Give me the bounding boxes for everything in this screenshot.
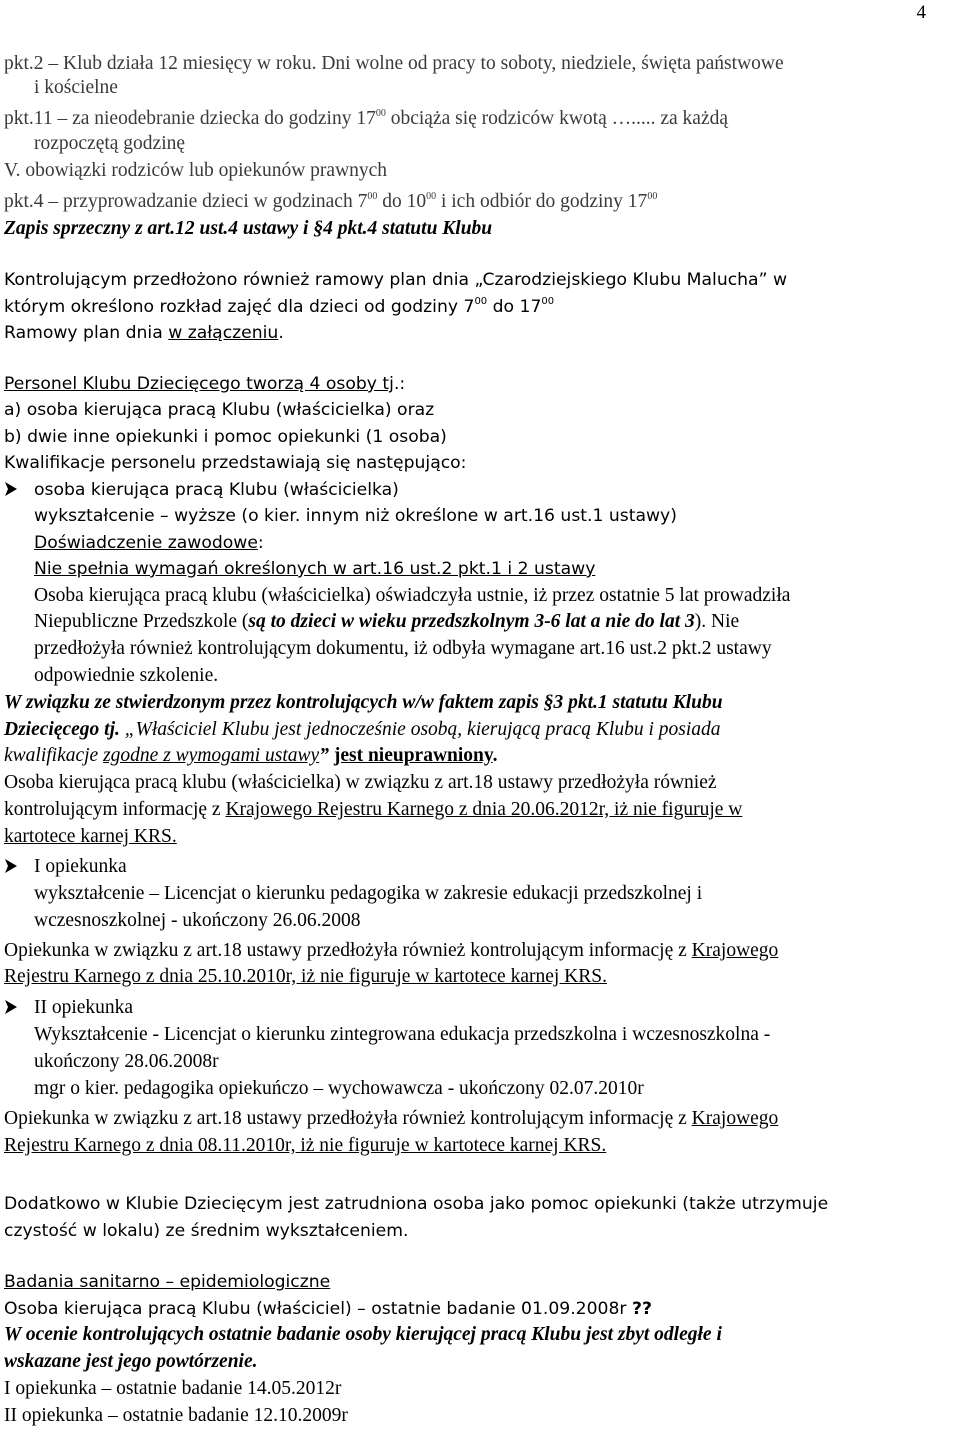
sanitary-heading: Badania sanitarno – epidemiologiczne (4, 1272, 331, 1292)
manager-statement-4: odpowiednie szkolenie. (34, 665, 219, 686)
staff-heading: Personel Klubu Dziecięcego tworzą 4 osoby tj.: (4, 374, 406, 394)
caregiver-1-krs-2: Rejestru Karnego z dnia 25.10.2010r, iż nie figuruje w kartotece karnej KRS. (4, 966, 607, 987)
line-pkt4: pkt.4 – przyprowadzanie dzieci w godzinach $7^{00}$ do $10^{00}$ i ich odbiór do godziny $17^{00}$ (4, 191, 658, 212)
sanitary-manager: Osoba kierująca pracą Klubu (właściciel) – ostatnie badanie 01.09.2008r ?? (4, 1299, 652, 1319)
caregiver-2-krs-1: Opiekunka w związku z art.18 ustawy przedłożyła również kontrolującym informację z Krajowego (4, 1108, 779, 1129)
caregiver-2-education-2: ukończony 28.06.2008r (34, 1051, 219, 1072)
sanitary-caregiver-2: II opiekunka – ostatnie badanie 12.10.2009r (4, 1405, 348, 1426)
bullet-manager: osoba kierująca pracą Klubu (właścicielka) (34, 479, 958, 501)
additional-staff-2: czystość w lokalu) ze średnim wykształceniem. (4, 1221, 409, 1241)
manager-requirement-status: Nie spełnia wymagań określonych w art.16 ust.2 pkt.1 i 2 ustawy (34, 559, 596, 579)
line-plan-1: Kontrolującym przedłożono również ramowy plan dnia „Czarodziejskiego Klubu Malucha” w (4, 270, 788, 290)
caregiver-2-education-3: mgr o kier. pedagogika opiekuńczo – wychowawcza - ukończony 02.07.2010r (34, 1078, 644, 1099)
line-pkt11-cont: rozpoczętą godzinę (34, 133, 186, 154)
line-pkt2: pkt.2 – Klub działa 12 miesięcy w roku. Dni wolne od pracy to soboty, niedziele, święta państwowe (4, 53, 784, 74)
caregiver-2-krs-2: Rejestru Karnego z dnia 08.11.2010r, iż nie figuruje w kartotece karnej KRS. (4, 1135, 607, 1156)
additional-staff-1: Dodatkowo w Klubie Dziecięcym jest zatrudniona osoba jako pomoc opiekunki (także utrzymuje (4, 1194, 829, 1214)
staff-item-b: b) dwie inne opiekunki i pomoc opiekunki (1 osoba) (4, 427, 447, 447)
manager-statement-1: Osoba kierująca pracą klubu (właścicielka) oświadczyła ustnie, iż przez ostatnie 5 lat prowadziła (34, 585, 791, 606)
staff-item-a: a) osoba kierująca pracą Klubu (właścicielka) oraz (4, 400, 435, 420)
line-pkt2-cont: i kościelne (34, 77, 118, 98)
finding-2-line-2: Dziecięcego tj. „Właściciel Klubu jest jednocześnie osobą, kierującą pracą Klubu i posiada (4, 719, 721, 740)
manager-education: wykształcenie – wyższe (o kier. innym niż określone w art.16 ust.1 ustawy) (34, 506, 677, 526)
manager-krs-3: kartotece karnej KRS. (4, 826, 177, 847)
finding-2-line-1: W związku ze stwierdzonym przez kontrolujących w/w faktem zapis §3 pkt.1 statutu Klubu (4, 692, 723, 713)
sanitary-finding-2: wskazane jest jego powtórzenie. (4, 1351, 258, 1372)
line-plan-2: którym określono rozkład zajęć dla dzieci od godziny $7^{00}$ do $17^{00}$ (4, 296, 555, 317)
manager-krs-1: Osoba kierująca pracą klubu (właścicielka) w związku z art.18 ustawy przedłożyła również (4, 772, 717, 793)
bullet-caregiver-1: I opiekunka (34, 856, 958, 878)
page-number: 4 (916, 2, 926, 23)
manager-krs-2: kontrolującym informację z Krajowego Rejestru Karnego z dnia 20.06.2012r, iż nie figuruje w (4, 799, 743, 820)
manager-statement-2: Niepubliczne Przedszkole (są to dzieci w wieku przedszkolnym 3-6 lat a nie do lat 3). Nie (34, 611, 740, 632)
arrow-bullet-icon (4, 997, 34, 1019)
sanitary-caregiver-1: I opiekunka – ostatnie badanie 14.05.2012r (4, 1378, 342, 1399)
sanitary-finding-1: W ocenie kontrolujących ostatnie badanie osoby kierującej pracą Klubu jest zbyt odległe i (4, 1324, 722, 1345)
caregiver-2-education-1: Wykształcenie - Licencjat o kierunku zintegrowana edukacja przedszkolna i wczesnoszkolna - (34, 1024, 771, 1045)
manager-experience-heading: Doświadczenie zawodowe: (34, 533, 264, 553)
line-plan-3: Ramowy plan dnia w załączeniu. (4, 323, 284, 343)
finding-2-line-3: kwalifikacje zgodne z wymogami ustawy” jest nieuprawniony. (4, 745, 498, 766)
bullet-caregiver-2: II opiekunka (34, 997, 958, 1019)
section-heading-obligations: V. obowiązki rodziców lub opiekunów prawnych (4, 160, 388, 181)
qualifications-heading: Kwalifikacje personelu przedstawiają się następująco: (4, 453, 467, 473)
caregiver-1-krs-1: Opiekunka w związku z art.18 ustawy przedłożyła również kontrolującym informację z Krajowego (4, 940, 779, 961)
line-finding-1: Zapis sprzeczny z art.12 ust.4 ustawy i §4 pkt.4 statutu Klubu (4, 218, 493, 239)
caregiver-1-education-1: wykształcenie – Licencjat o kierunku pedagogika w zakresie edukacji przedszkolnej i (34, 883, 703, 904)
arrow-bullet-icon (4, 479, 34, 501)
caregiver-1-education-2: wczesnoszkolnej - ukończony 26.06.2008 (34, 910, 361, 931)
manager-statement-3: przedłożyła również kontrolującym dokumentu, iż odbyła wymagane art.16 ust.2 pkt.2 ustawy (34, 638, 772, 659)
line-pkt11: pkt.11 – za nieodebranie dziecka do godziny $17^{00}$ obciąża się rodziców kwotą …..... za każdą (4, 108, 729, 129)
arrow-bullet-icon (4, 856, 34, 878)
